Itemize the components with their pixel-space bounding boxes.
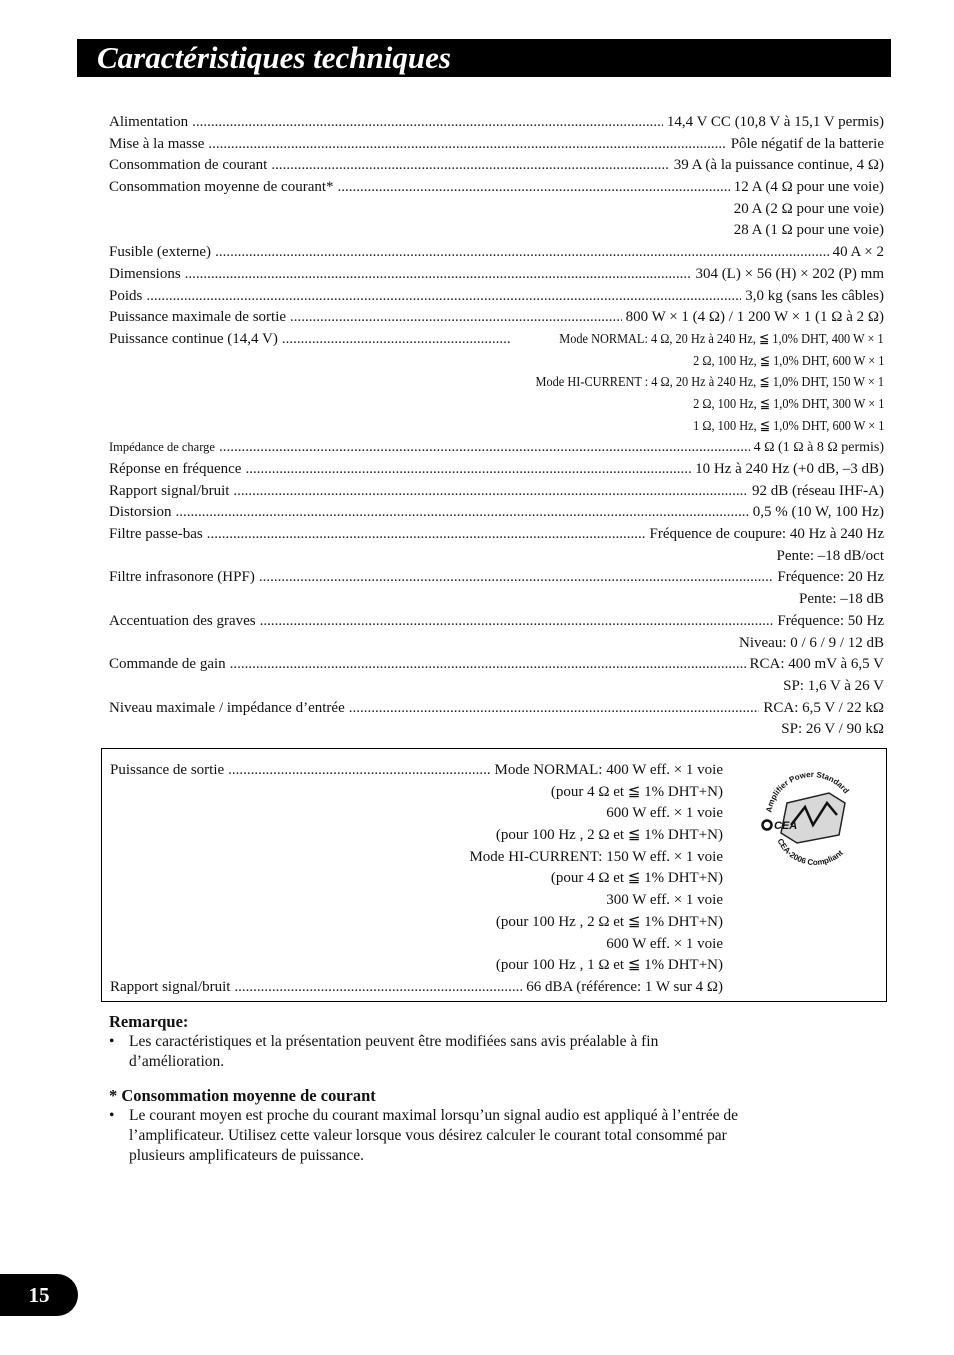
spec-value: 14,4 V CC (10,8 V à 15,1 V permis)	[666, 114, 884, 130]
spec-label: Puissance de sortie	[110, 762, 225, 778]
spec-value: 600 W eff. × 1 voie	[606, 935, 723, 952]
spec-value: SP: 26 V / 90 kΩ	[781, 721, 884, 738]
spec-value: 92 dB (réseau IHF-A)	[751, 482, 884, 499]
spec-label: Consommation moyenne de courant*	[109, 179, 334, 196]
spec-value: Mode NORMAL: 400 W eff. × 1 voie	[494, 762, 723, 778]
cea-2006-logo	[757, 763, 867, 873]
remark-title: Remarque:	[109, 1012, 189, 1031]
dot-leader	[234, 977, 522, 999]
svg-text:CEA-2006 Compliant	[776, 837, 845, 867]
spec-row	[109, 459, 884, 481]
spec-value: 10 Hz à 240 Hz (+0 dB, –3 dB)	[695, 461, 884, 477]
bullet-icon: •	[109, 1107, 115, 1124]
spec-label: Distorsion	[109, 504, 172, 521]
spec-value: Fréquence: 50 Hz	[777, 612, 884, 629]
spec-row	[109, 611, 884, 633]
page-title: Caractéristiques techniques	[77, 39, 891, 77]
bullet-icon: •	[109, 1033, 115, 1050]
spec-value: RCA: 6,5 V / 22 kΩ	[763, 699, 884, 716]
spec-value: Pente: –18 dB/oct	[776, 547, 884, 564]
dot-leader	[245, 459, 691, 481]
dot-leader	[146, 286, 741, 308]
spec-value: Pente: –18 dB	[799, 591, 884, 608]
current-text: Le courant moyen est proche du courant maximal lorsqu’un signal audio est appliqué à l’entrée de l’amplificateur. Utilisez cette valeur lorsque vous désirez calculer le courant total consommé par plusieurs amplificateurs de puissance.	[129, 1107, 739, 1164]
spec-label: Alimentation	[109, 114, 189, 130]
spec-value: (pour 100 Hz , 2 Ω et ≦ 1% DHT+N)	[495, 827, 723, 844]
spec-list	[109, 112, 884, 741]
spec-value: 20 A (2 Ω pour une voie)	[733, 200, 884, 217]
spec-value: Pôle négatif de la batterie	[730, 135, 884, 152]
spec-row	[109, 416, 884, 438]
spec-label: Fusible (externe)	[109, 244, 212, 261]
spec-row	[109, 546, 884, 568]
spec-label: Rapport signal/bruit	[110, 978, 231, 995]
spec-row	[109, 242, 884, 264]
spec-value: Mode NORMAL: 4 Ω, 20 Hz à 240 Hz, ≦ 1,0% DHT, 400 W × 1	[559, 331, 884, 347]
spec-row	[109, 524, 884, 546]
spec-value: 1 Ω, 100 Hz, ≦ 1,0% DHT, 600 W × 1	[692, 418, 884, 434]
spec-row	[110, 934, 723, 956]
page-number: 15	[0, 1274, 78, 1316]
current-title: * Consommation moyenne de courant	[109, 1086, 376, 1105]
spec-row	[109, 567, 884, 589]
dot-leader	[271, 155, 669, 177]
spec-value: Mode HI-CURRENT : 4 Ω, 20 Hz à 240 Hz, ≦ 1,0% DHT, 150 W × 1	[535, 375, 884, 391]
spec-label: Mise à la masse	[109, 135, 205, 152]
spec-row	[109, 307, 884, 329]
spec-row	[109, 286, 884, 308]
logo-arc-top: Amplifier Power Standard	[764, 769, 851, 814]
dot-leader	[290, 307, 622, 329]
dot-leader	[208, 134, 726, 156]
spec-value: 800 W × 1 (4 Ω) / 1 200 W × 1 (1 Ω à 2 Ω)	[625, 309, 884, 326]
dot-leader	[228, 760, 490, 782]
spec-label: Réponse en fréquence	[109, 461, 242, 477]
spec-row	[109, 112, 884, 134]
spec-label: Rapport signal/bruit	[109, 482, 230, 499]
spec-row	[109, 372, 884, 394]
spec-value: 4 Ω (1 Ω à 8 Ω permis)	[753, 440, 884, 456]
spec-label: Niveau maximale / impédance d’entrée	[109, 699, 345, 716]
spec-value: 0,5 % (10 W, 100 Hz)	[752, 504, 884, 521]
spec-row	[109, 264, 884, 286]
dot-leader	[176, 502, 749, 524]
dot-leader	[192, 112, 663, 134]
dot-leader	[233, 481, 748, 503]
dot-leader	[260, 611, 774, 633]
logo-arc-bottom: CEA-2006 Compliant	[775, 837, 845, 868]
spec-row	[109, 698, 884, 720]
spec-label: Impédance de charge	[109, 440, 215, 455]
dot-leader	[338, 177, 730, 199]
dot-leader	[259, 567, 774, 589]
remark-item	[109, 1032, 749, 1072]
spec-value: 66 dBA (référence: 1 W sur 4 Ω)	[526, 978, 723, 995]
spec-row	[110, 803, 723, 825]
spec-row	[109, 394, 884, 416]
spec-row	[109, 654, 884, 676]
spec-value: 28 A (1 Ω pour une voie)	[733, 222, 884, 239]
dot-leader	[349, 698, 760, 720]
spec-label: Poids	[109, 287, 143, 304]
spec-row	[109, 481, 884, 503]
spec-label: Puissance continue (14,4 V)	[109, 330, 278, 347]
spec-value: (pour 4 Ω et ≦ 1% DHT+N)	[550, 870, 723, 887]
spec-row	[110, 847, 723, 869]
spec-value: RCA: 400 mV à 6,5 V	[749, 656, 884, 673]
spec-value: Niveau: 0 / 6 / 9 / 12 dB	[739, 634, 884, 651]
spec-value: 600 W eff. × 1 voie	[606, 805, 723, 822]
dot-leader	[230, 654, 746, 676]
spec-value: 2 Ω, 100 Hz, ≦ 1,0% DHT, 300 W × 1	[692, 396, 884, 412]
spec-row	[109, 220, 884, 242]
spec-row	[109, 502, 884, 524]
spec-value: 304 (L) × 56 (H) × 202 (P) mm	[695, 265, 884, 282]
spec-label: Consommation de courant	[109, 157, 268, 174]
cea-box	[101, 748, 887, 1002]
spec-value: 40 A × 2	[832, 244, 884, 261]
spec-value: Mode HI-CURRENT: 150 W eff. × 1 voie	[469, 848, 723, 865]
spec-value: Fréquence: 20 Hz	[777, 569, 884, 586]
spec-value: 300 W eff. × 1 voie	[606, 892, 723, 909]
spec-value: (pour 100 Hz , 1 Ω et ≦ 1% DHT+N)	[495, 957, 723, 974]
spec-row	[110, 825, 723, 847]
notes	[109, 1012, 749, 1166]
spec-label: Commande de gain	[109, 656, 226, 673]
spec-label: Accentuation des graves	[109, 612, 256, 629]
current-item	[109, 1106, 749, 1166]
spec-row	[109, 676, 884, 698]
spec-row	[109, 134, 884, 156]
spec-row	[109, 329, 884, 351]
spec-value: 39 A (à la puissance continue, 4 Ω)	[673, 157, 884, 174]
spec-row	[109, 633, 884, 655]
spec-row	[109, 589, 884, 611]
spec-row	[109, 155, 884, 177]
dot-leader	[185, 264, 692, 286]
spec-value: 2 Ω, 100 Hz, ≦ 1,0% DHT, 600 W × 1	[692, 353, 884, 369]
spec-value: 3,0 kg (sans les câbles)	[745, 287, 884, 304]
dot-leader	[282, 329, 511, 351]
spec-label: Filtre passe-bas	[109, 526, 203, 543]
spec-value: 12 A (4 Ω pour une voie)	[733, 179, 884, 196]
spec-row	[109, 437, 884, 459]
spec-row	[110, 868, 723, 890]
dot-leader	[219, 437, 750, 459]
logo-brand: CEA	[774, 820, 798, 832]
spec-row	[110, 977, 723, 999]
dot-leader	[215, 242, 829, 264]
spec-value: (pour 4 Ω et ≦ 1% DHT+N)	[550, 783, 723, 800]
spec-row	[110, 890, 723, 912]
cea-spec-list	[110, 760, 723, 999]
spec-label: Filtre infrasonore (HPF)	[109, 569, 255, 586]
spec-row	[109, 199, 884, 221]
spec-row	[110, 955, 723, 977]
remark-text: Les caractéristiques et la présentation peuvent être modifiées sans avis préalable à fin d’amélioration.	[129, 1033, 659, 1070]
spec-row	[110, 760, 723, 782]
spec-label: Puissance maximale de sortie	[109, 309, 287, 326]
spec-row	[110, 782, 723, 804]
spec-row	[110, 912, 723, 934]
spec-row	[109, 719, 884, 741]
spec-value: Fréquence de coupure: 40 Hz à 240 Hz	[649, 526, 884, 543]
spec-value: (pour 100 Hz , 2 Ω et ≦ 1% DHT+N)	[495, 913, 723, 930]
spec-row	[109, 177, 884, 199]
spec-value: SP: 1,6 V à 26 V	[783, 677, 884, 694]
dot-leader	[207, 524, 646, 546]
spec-row	[109, 351, 884, 373]
spec-label: Dimensions	[109, 265, 181, 282]
